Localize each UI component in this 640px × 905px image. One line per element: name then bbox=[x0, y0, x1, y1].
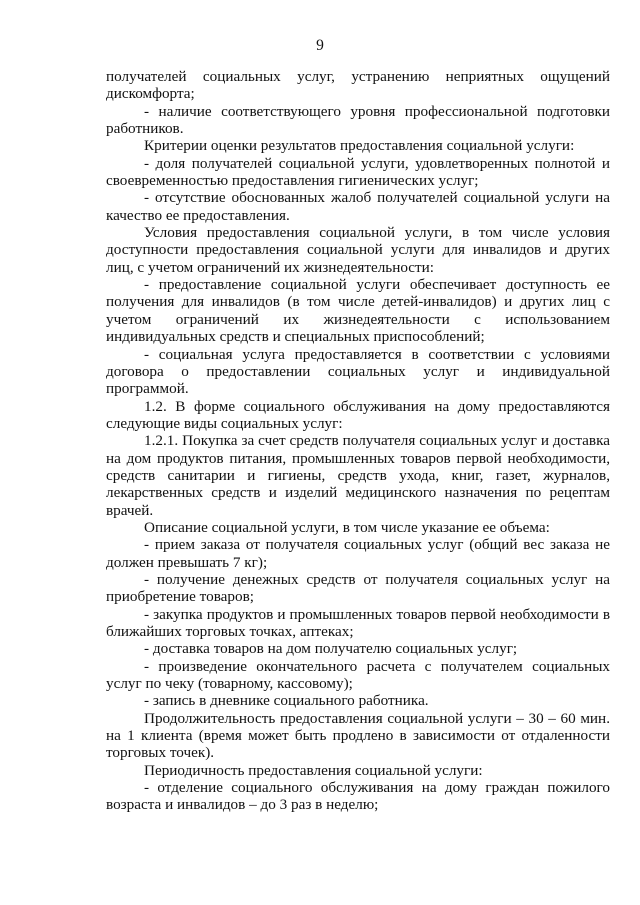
list-item-staff-qualification: - наличие соответствующего уровня профессиональной подготовки работников. bbox=[106, 102, 610, 138]
list-item-satisfied-share: - доля получателей социальной услуги, удовлетворенных полнотой и своевременностью предоставления гигиенических услуг; bbox=[106, 154, 610, 190]
paragraph-continuation: получателей социальных услуг, устранению неприятных ощущений дискомфорта; bbox=[106, 68, 610, 103]
list-item-home-service-frequency: - отделение социального обслуживания на дому граждан пожилого возраста и инвалидов – до 3 раз в неделю; bbox=[106, 779, 610, 814]
paragraph-duration: Продолжительность предоставления социальной услуги – 30 – 60 мин. на 1 клиента (время может быть продлено в зависимости от отдаленности торговых точек). bbox=[106, 709, 610, 762]
section-1-2-1: 1.2.1. Покупка за счет средств получателя социальных услуг и доставка на дом продуктов питания, промышленных товаров первой необходимости, средств санитарии и гигиены, средств ухода, книг, газет, журналов, лекарственных средств и изделий медицинского назначения по рецептам врачей. bbox=[106, 432, 610, 519]
section-heading-evaluation-criteria: Критерии оценки результатов предоставления социальной услуги: bbox=[144, 137, 575, 155]
list-item-receive-funds: - получение денежных средств от получателя социальных услуг на приобретение товаров; bbox=[106, 570, 610, 606]
section-heading-description: Описание социальной услуги, в том числе указание ее объема: bbox=[144, 518, 550, 536]
page-number: 9 bbox=[316, 37, 324, 54]
list-item-diary-entry: - запись в дневнике социального работника. bbox=[144, 692, 429, 710]
list-item-no-complaints: - отсутствие обоснованных жалоб получателей социальной услуги на качество ее предоставления. bbox=[106, 189, 610, 224]
list-item-contract-compliance: - социальная услуга предоставляется в соответствии с условиями договора о предоставлении социальных услуг и индивидуальной программой. bbox=[106, 345, 610, 398]
section-heading-frequency: Периодичность предоставления социальной услуги: bbox=[144, 761, 483, 779]
list-item-order-intake: - прием заказа от получателя социальных услуг (общий вес заказа не должен превышать 7 кг); bbox=[106, 536, 610, 571]
list-item-purchase: - закупка продуктов и промышленных товаров первой необходимости в ближайших торговых точках, аптеках; bbox=[106, 605, 610, 640]
list-item-accessibility: - предоставление социальной услуги обеспечивает доступность ее получения для инвалидов (в том числе детей-инвалидов) и других лиц с учетом ограничений их жизнедеятельности с использованием индивидуальных средств и специальных приспособлений; bbox=[106, 276, 610, 346]
document-body bbox=[106, 68, 610, 814]
section-1-2: 1.2. В форме социального обслуживания на дому предоставляются следующие виды социальных услуг: bbox=[106, 397, 610, 432]
list-item-settlement: - произведение окончательного расчета с получателем социальных услуг по чеку (товарному, кассовому); bbox=[106, 657, 610, 693]
list-item-delivery: - доставка товаров на дом получателю социальных услуг; bbox=[144, 640, 518, 658]
section-heading-conditions: Условия предоставления социальной услуги, в том числе условия доступности предоставления социальной услуги для инвалидов и других лиц, с учетом ограничений их жизнедеятельности: bbox=[106, 224, 610, 276]
